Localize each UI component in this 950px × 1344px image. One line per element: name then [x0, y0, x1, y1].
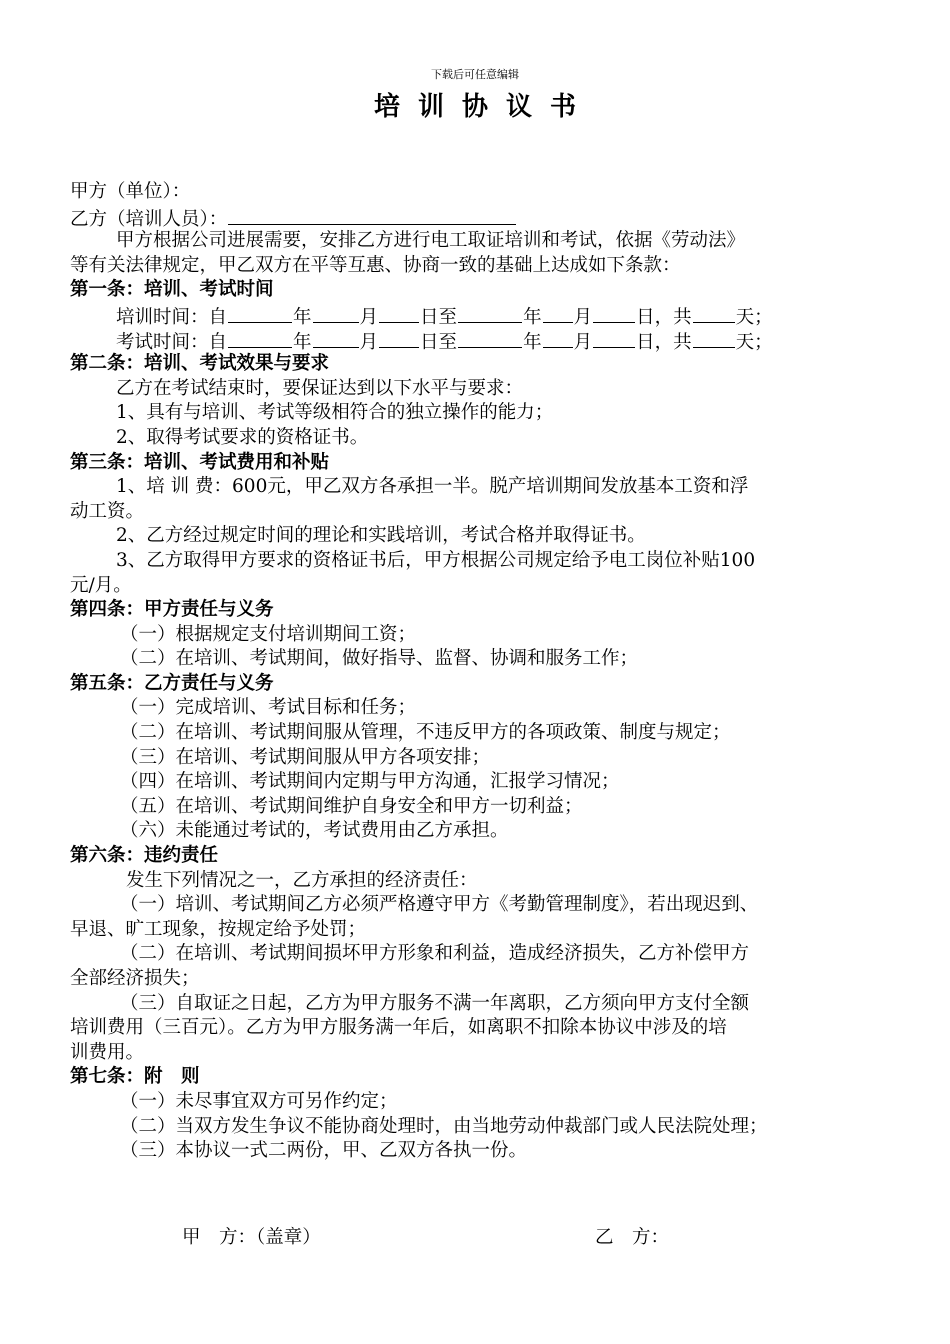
blank[interactable] [458, 303, 522, 323]
unit-label: 天； [735, 306, 773, 328]
blank[interactable] [379, 303, 419, 323]
list-item: （二）当双方发生争议不能协商处理时，由当地劳动仲裁部门或人民法院处理； [120, 1115, 768, 1137]
list-item: （二）在培训、考试期间损坏甲方形象和利益，造成经济损失，乙方补偿甲方 [120, 943, 750, 965]
article-1-heading: 第一条：培训、考试时间 [70, 279, 274, 301]
list-item: 1、具有与培训、考试等级相符合的独立操作的能力； [116, 402, 554, 424]
training-time-label: 培训时间：自 [116, 306, 228, 328]
party-a-label: 甲方（单位）： [70, 181, 191, 202]
unit-label: 日，共 [636, 331, 692, 353]
list-item: （二）在培训、考试期间，做好指导、监督、协调和服务工作； [120, 648, 639, 670]
blank[interactable] [543, 328, 573, 348]
unit-label: 月 [359, 306, 379, 328]
list-item: （四）在培训、考试期间内定期与甲方沟通，汇报学习情况； [120, 771, 620, 793]
article-3-heading: 第三条：培训、考试费用和补贴 [70, 451, 330, 473]
blank[interactable] [313, 303, 359, 323]
unit-label: 年 [523, 306, 542, 328]
unit-label: 天； [735, 331, 773, 353]
list-item: 2、乙方经过规定时间的理论和实践培训，考试合格并取得证书。 [116, 525, 646, 547]
blank[interactable] [593, 328, 635, 348]
list-item: （一）未尽事宜双方可另作约定； [120, 1090, 398, 1112]
article-2-heading: 第二条：培训、考试效果与要求 [70, 353, 330, 375]
unit-label: 日至 [420, 306, 458, 328]
article-4-heading: 第四条：甲方责任与义务 [70, 599, 274, 621]
list-item-cont: 训费用。 [70, 1041, 145, 1063]
list-item: 乙方在考试结束时，要保证达到以下水平与要求： [116, 377, 524, 399]
unit-label: 日至 [420, 331, 458, 353]
list-item-cont: 全部经济损失； [70, 968, 200, 989]
blank[interactable] [693, 303, 735, 323]
list-item-cont: 元/月。 [70, 574, 132, 596]
list-item-cont: 早退、旷工现象，按规定给予处罚； [70, 918, 367, 940]
exam-time-line [70, 328, 900, 353]
party-b-label: 乙方（培训人员）： [70, 208, 228, 230]
training-time-line [70, 303, 900, 328]
list-item: 发生下列情况之一，乙方承担的经济责任： [126, 869, 478, 891]
list-item-cont: 动工资。 [70, 500, 145, 522]
blank[interactable] [228, 328, 292, 348]
list-item: （一）完成培训、考试目标和任务； [120, 697, 417, 719]
unit-label: 年 [293, 331, 312, 353]
list-item: 3、乙方取得甲方要求的资格证书后，甲方根据公司规定给予电工岗位补贴100 [116, 549, 756, 571]
list-item: （一）根据规定支付培训期间工资； [120, 623, 417, 645]
article-6-heading: 第六条：违约责任 [70, 845, 219, 867]
unit-label: 月 [573, 331, 593, 353]
list-item-cont: 培训费用（三百元）。乙方为甲方服务满一年后，如离职不扣除本协议中涉及的培 [70, 1017, 727, 1039]
list-item: 1、培 训 费：600元，甲乙双方各承担一半。脱产培训期间发放基本工资和浮 [116, 476, 749, 498]
intro-line-2: 等有关法律规定，甲乙双方在平等互惠、协商一致的基础上达成如下条款： [70, 254, 681, 276]
blank[interactable] [593, 303, 635, 323]
exam-time-label: 考试时间：自 [116, 331, 228, 353]
agreement-body [70, 180, 900, 1164]
party-b-line [70, 205, 900, 230]
unit-label: 月 [573, 306, 593, 328]
blank[interactable] [228, 303, 292, 323]
intro-line-1: 甲方根据公司进展需要，安排乙方进行电工取证培训和考试，依据《劳动法》 [116, 230, 746, 252]
list-item: （五）在培训、考试期间维护自身安全和甲方一切利益； [120, 795, 583, 817]
unit-label: 年 [523, 331, 542, 353]
unit-label: 日，共 [636, 306, 692, 328]
list-item: （三）在培训、考试期间服从甲方各项安排； [120, 746, 491, 768]
party-a-line [70, 180, 900, 205]
list-item: （一）培训、考试期间乙方必须严格遵守甲方《考勤管理制度》，若出现迟到、 [120, 894, 759, 916]
party-b-blank[interactable] [228, 205, 516, 225]
article-5-heading: 第五条：乙方责任与义务 [70, 672, 274, 694]
unit-label: 年 [293, 306, 312, 328]
document-title: 培训协议书 [373, 92, 594, 122]
unit-label: 月 [359, 331, 379, 353]
blank[interactable] [458, 328, 522, 348]
blank[interactable] [313, 328, 359, 348]
list-item: （三）自取证之日起，乙方为甲方服务不满一年离职，乙方须向甲方支付全额 [120, 992, 750, 1014]
party-b-signature: 乙 方： [595, 1227, 670, 1248]
list-item: 2、取得考试要求的资格证书。 [116, 426, 369, 448]
list-item: （二）在培训、考试期间服从管理，不违反甲方的各项政策、制度与规定； [120, 722, 731, 744]
blank[interactable] [379, 328, 419, 348]
header-note: 下载后可任意编辑 [431, 68, 519, 81]
party-a-signature: 甲 方：（盖章） [182, 1227, 321, 1248]
blank[interactable] [693, 328, 735, 348]
list-item: （六）未能通过考试的，考试费用由乙方承担。 [120, 820, 509, 842]
list-item: （三）本协议一式二两份，甲、乙双方各执一份。 [120, 1140, 528, 1162]
blank[interactable] [543, 303, 573, 323]
article-7-heading: 第七条：附 则 [70, 1066, 200, 1088]
